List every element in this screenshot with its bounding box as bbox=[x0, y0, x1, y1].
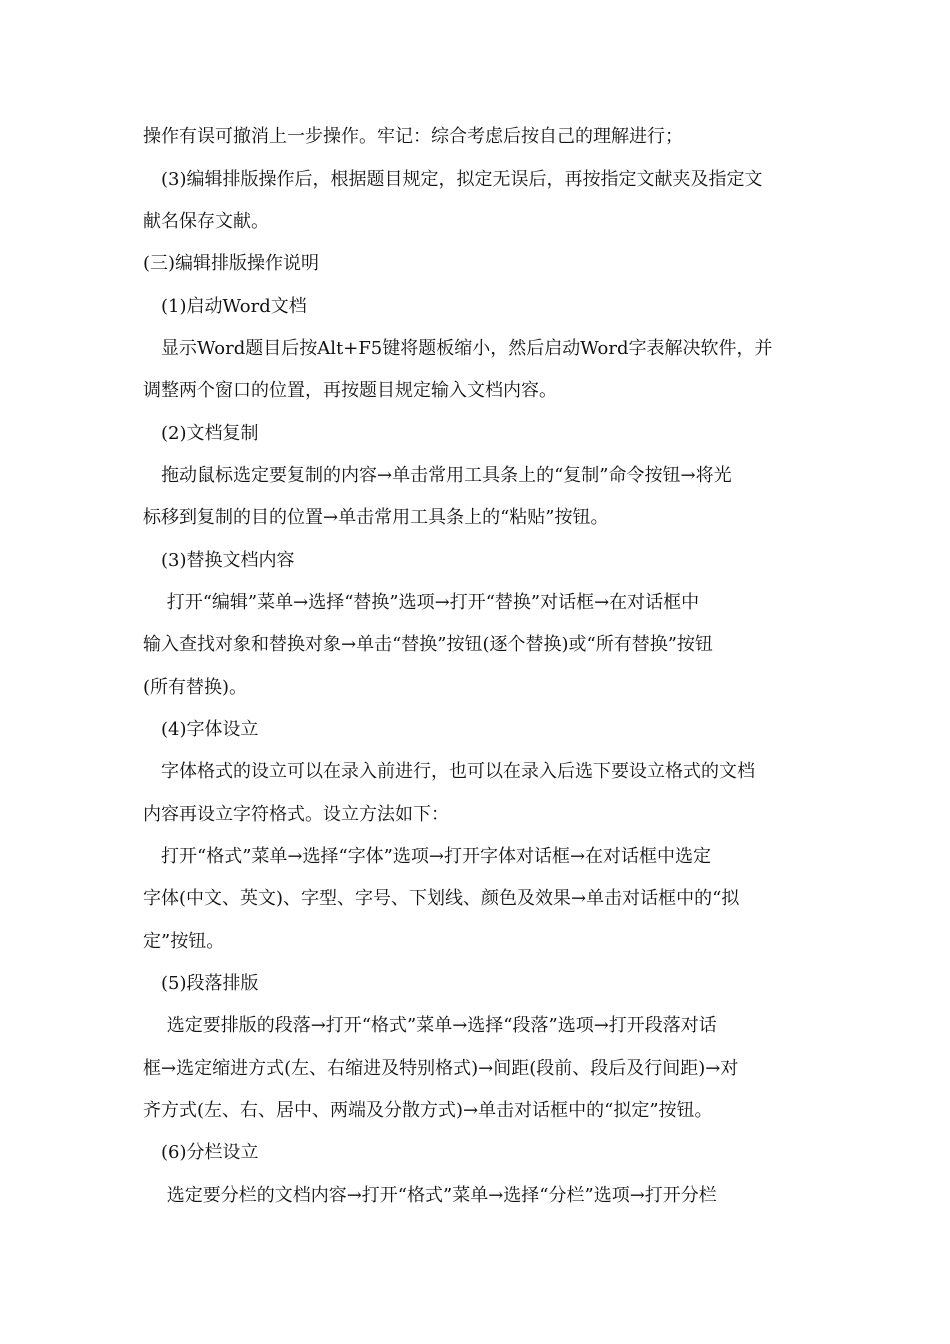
text-line: 输入查找对象和替换对象→单击“替换”按钮(逐个替换)或“所有替换”按钮 bbox=[143, 634, 713, 655]
text-line: (所有替换)。 bbox=[143, 677, 248, 698]
subsection-heading: (5)段落排版 bbox=[143, 973, 259, 994]
text-line: 定”按钮。 bbox=[143, 931, 225, 952]
text-line: 标移到复制的目的位置→单击常用工具条上的“粘贴”按钮。 bbox=[143, 507, 609, 528]
text-line: 字体格式的设立可以在录入前进行，也可以在录入后选下要设立格式的文档 bbox=[143, 761, 755, 782]
text-line: 内容再设立字符格式。设立方法如下： bbox=[143, 804, 449, 825]
text-line: (3)编辑排版操作后，根据题目规定，拟定无误后，再按指定文献夹及指定文 bbox=[143, 169, 763, 190]
text-line: 操作有误可撤消上一步操作。牢记：综合考虑后按自己的理解进行； bbox=[143, 126, 683, 147]
subsection-heading: (2)文档复制 bbox=[143, 423, 259, 444]
subsection-heading: (1)启动Word文档 bbox=[143, 296, 307, 317]
subsection-heading: (4)字体设立 bbox=[143, 719, 259, 740]
text-line: 打开“编辑”菜单→选择“替换”选项→打开“替换”对话框→在对话框中 bbox=[143, 592, 700, 613]
text-line: 献名保存文献。 bbox=[143, 211, 269, 232]
subsection-heading: (6)分栏设立 bbox=[143, 1142, 259, 1163]
text-line: 显示Word题目后按Alt+F5键将题板缩小，然后启动Word字表解决软件，并 bbox=[143, 338, 773, 359]
text-line: 字体(中文、英文)、字型、字号、下划线、颜色及效果→单击对话框中的“拟 bbox=[143, 888, 740, 909]
subsection-heading: (3)替换文档内容 bbox=[143, 550, 295, 571]
section-heading: (三)编辑排版操作说明 bbox=[143, 253, 320, 274]
text-line: 选定要排版的段落→打开“格式”菜单→选择“段落”选项→打开段落对话 bbox=[143, 1015, 717, 1036]
text-line: 框→选定缩进方式(左、右缩进及特别格式)→间距(段前、段后及行间距)→对 bbox=[143, 1058, 739, 1079]
text-line: 拖动鼠标选定要复制的内容→单击常用工具条上的“复制”命令按钮→将光 bbox=[143, 465, 732, 486]
text-line: 打开“格式”菜单→选择“字体”选项→打开字体对话框→在对话框中选定 bbox=[143, 846, 712, 867]
text-line: 调整两个窗口的位置，再按题目规定输入文档内容。 bbox=[143, 380, 557, 401]
text-line: 齐方式(左、右、居中、两端及分散方式)→单击对话框中的“拟定”按钮。 bbox=[143, 1100, 713, 1121]
text-line: 选定要分栏的文档内容→打开“格式”菜单→选择“分栏”选项→打开分栏 bbox=[143, 1185, 717, 1206]
